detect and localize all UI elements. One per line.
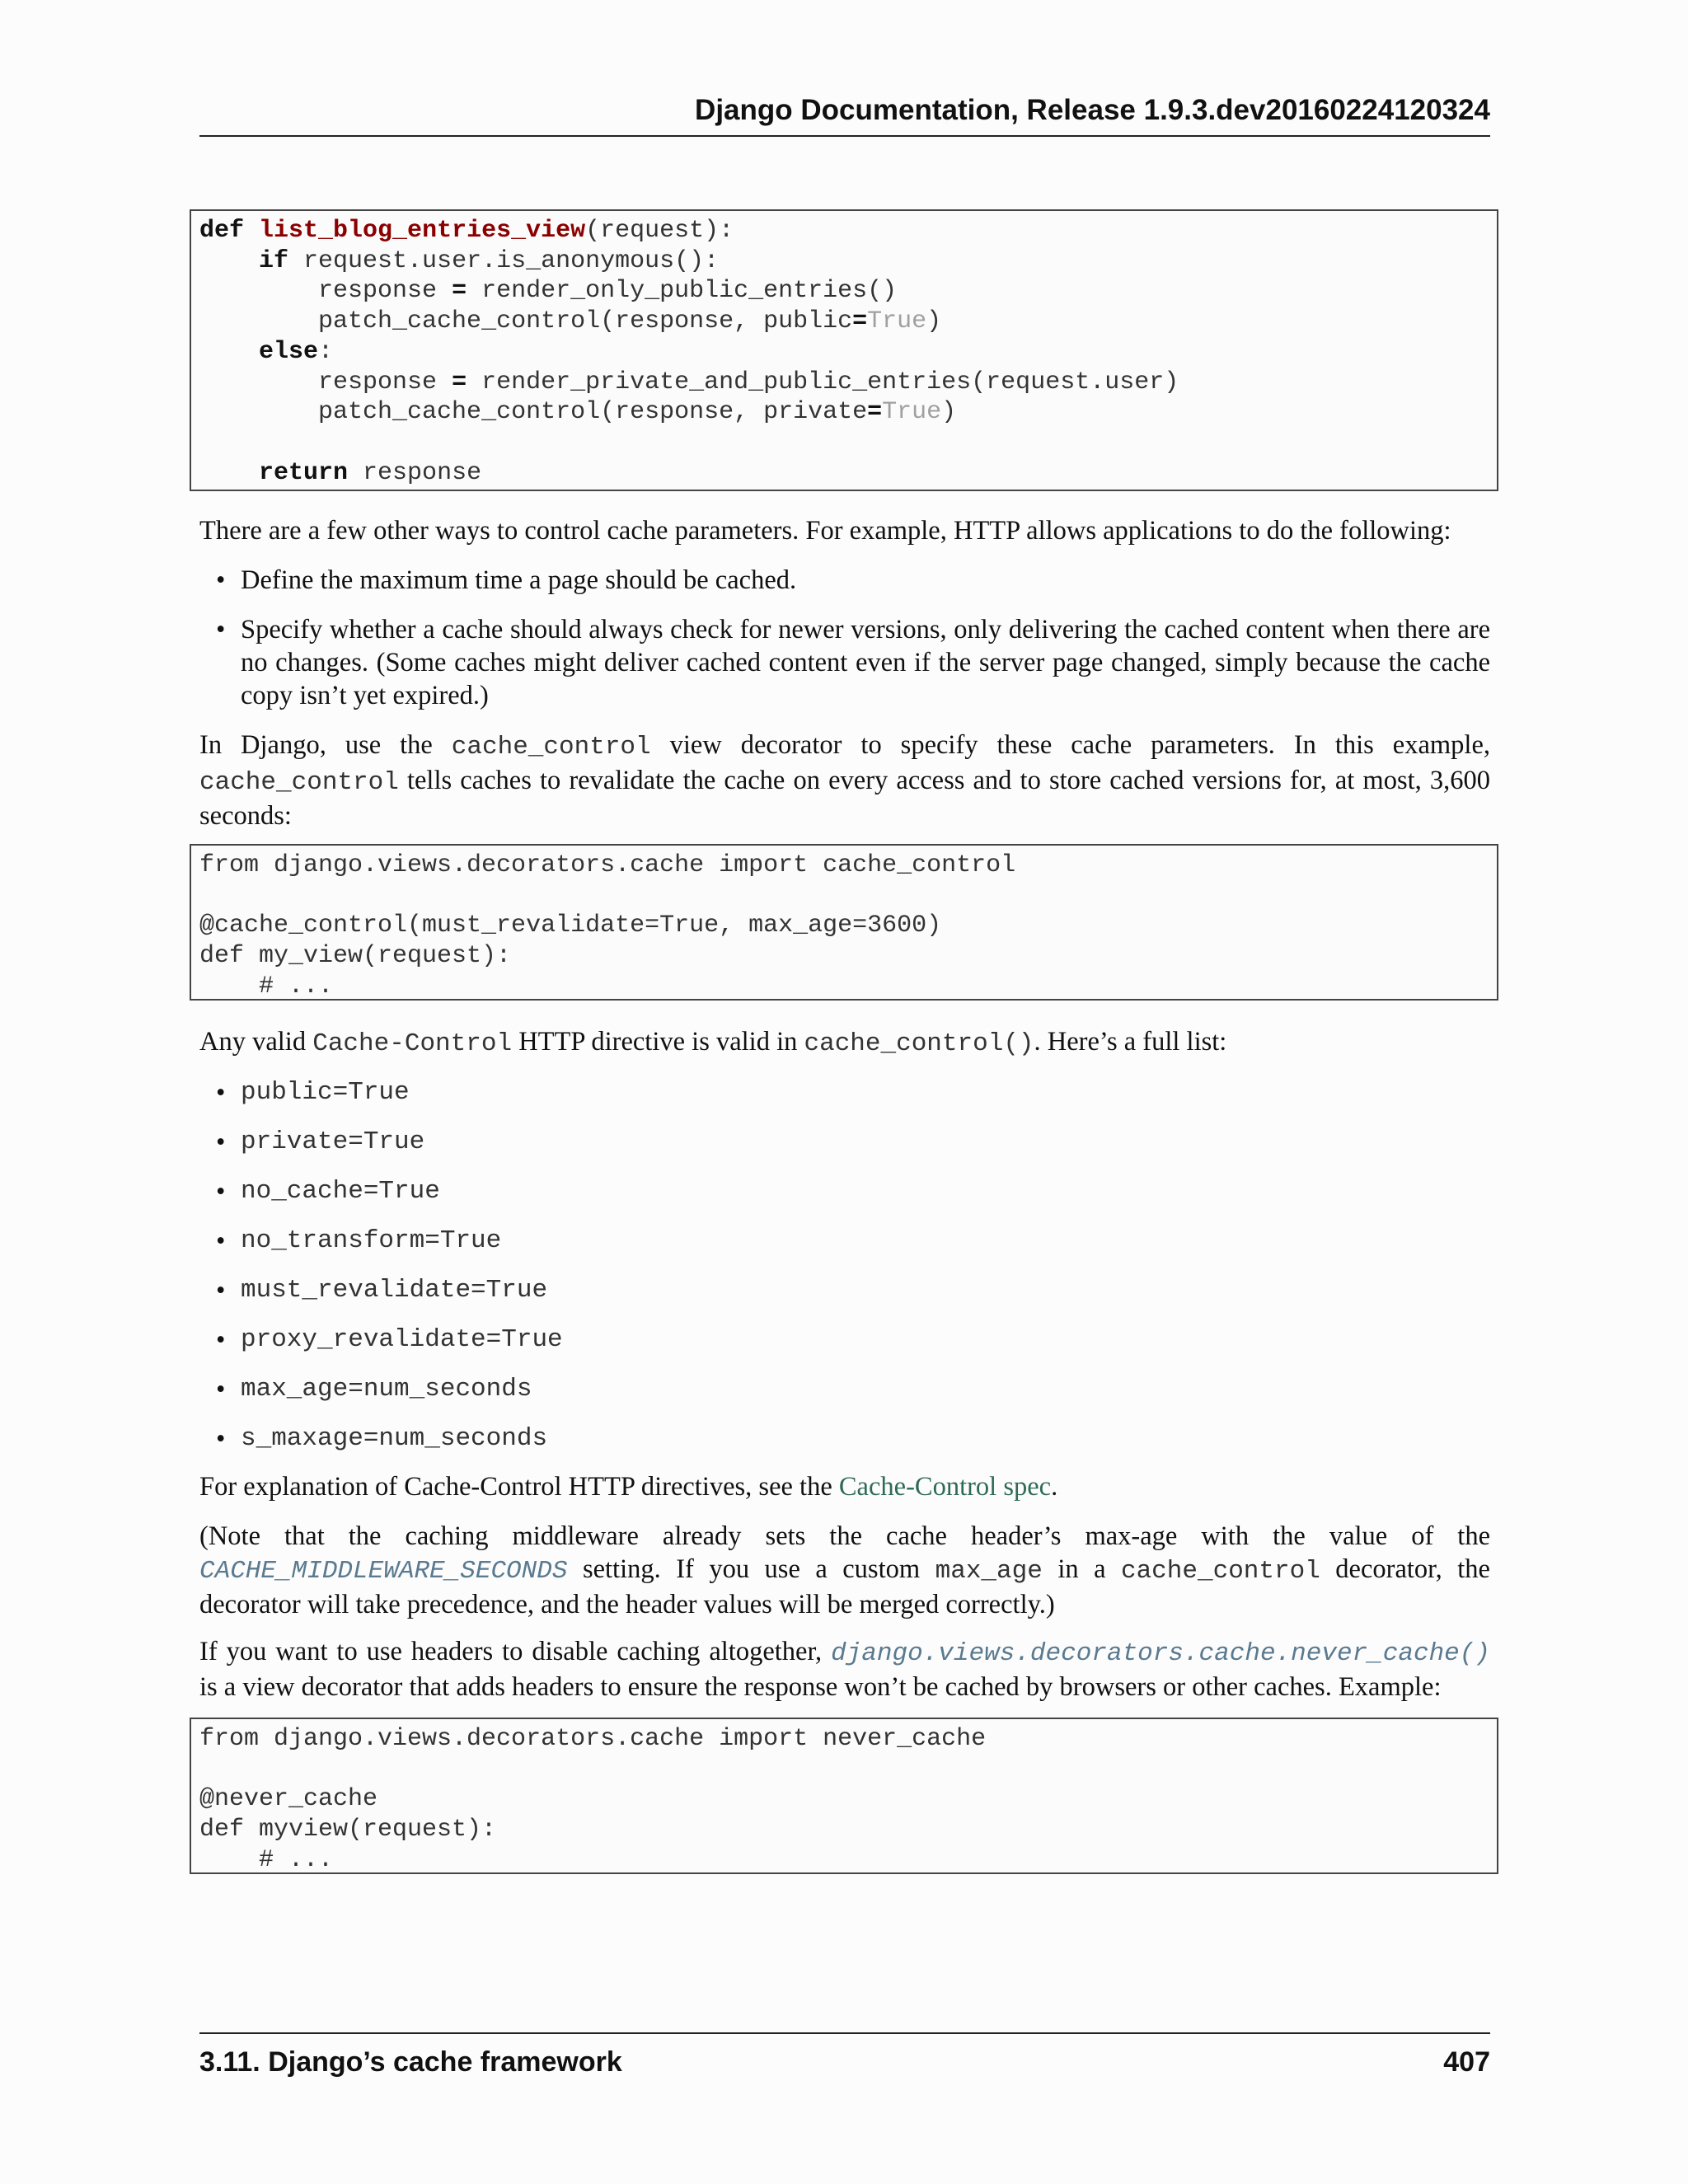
list-item: • Define the maximum time a page should be cached. [216, 565, 797, 595]
list-item: • max_age=num_seconds [216, 1375, 532, 1404]
code-block-never-cache: from django.views.decorators.cache import never_cache @never_cache def myview(request): # ... [190, 1718, 1498, 1874]
list-item: • no_transform=True [216, 1226, 502, 1256]
page-number: 407 [1443, 2046, 1490, 2078]
running-header: Django Documentation, Release 1.9.3.dev20160224120324 [199, 91, 1490, 137]
list-item: • no_cache=True [216, 1177, 440, 1207]
directive-list [216, 1076, 1490, 1472]
paragraph-never-cache: If you want to use headers to disable caching altogether, django.views.decorators.cache.never_cache() is a view decorator that adds headers to ensure the response won’t be cached by browsers or other caches. Example: [199, 1637, 1490, 1702]
section-title: 3.11. Django’s cache framework [199, 2046, 622, 2078]
never-cache-link[interactable]: django.views.decorators.cache.never_cache() [831, 1639, 1490, 1668]
list-item: • proxy_revalidate=True [216, 1325, 563, 1355]
paragraph-intro: There are a few other ways to control cache parameters. For example, HTTP allows applications to do the following: [199, 516, 1451, 546]
cache-middleware-seconds-link[interactable]: CACHE_MIDDLEWARE_SECONDS [199, 1557, 568, 1586]
code-block-cache-control-decorator: from django.views.decorators.cache import cache_control @cache_control(must_revalidate=True, max_age=3600) def my_view(request): # ... [190, 844, 1498, 1001]
list-item: • must_revalidate=True [216, 1276, 548, 1305]
paragraph-valid-directives: Any valid Cache-Control HTTP directive is valid in cache_control(). Here’s a full list: [199, 1027, 1227, 1058]
cache-options-list [216, 564, 1490, 712]
cache-control-spec-link[interactable]: Cache-Control spec [838, 1472, 1052, 1502]
list-item: • private=True [216, 1127, 425, 1157]
running-footer [199, 2032, 1490, 2080]
paragraph-explanation: For explanation of Cache-Control HTTP directives, see the Cache-Control spec. [199, 1472, 1058, 1502]
function-name: list_blog_entries_view [259, 217, 586, 245]
code-block-cache-control-example: def list_blog_entries_view(request): if request.user.is_anonymous(): response = render_only_public_entries() patch_cache_control(response, public=True) else: response = render_private_and_public_entries(request.user) patch_cache_control(response, private=True) return response [190, 209, 1498, 491]
paragraph-cache-control-decorator: In Django, use the cache_control view decorator to specify these cache parameters. In this example, cache_control tells caches to revalidate the cache on every access and to store cached versions for, at most, 3,600 seconds: [199, 730, 1490, 831]
list-item: • public=True [216, 1078, 410, 1108]
list-item: • Specify whether a cache should always check for newer versions, only delivering the cached content when there are no changes. (Some caches might deliver cached content even if the server page changed, simply because the cache copy isn’t yet expired.) [216, 615, 1490, 710]
list-item: • s_maxage=num_seconds [216, 1424, 548, 1454]
paragraph-note-middleware: (Note that the caching middleware already sets the cache header’s max-age with the value of the CACHE_MIDDLEWARE_SECONDS setting. If you use a custom max_age in a cache_control decorator, the decorator will take precedence, and the header values will be merged correctly.) [199, 1521, 1490, 1619]
